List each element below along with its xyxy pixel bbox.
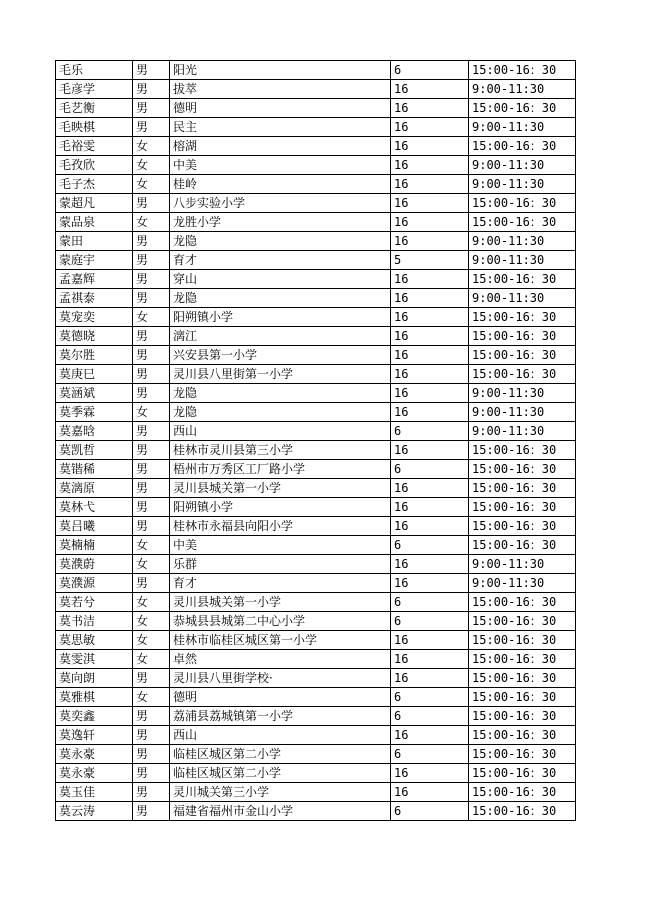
time-cell: 15:00-16：30	[469, 460, 576, 479]
gender-cell: 男	[133, 384, 170, 403]
time-cell: 15:00-16：30	[469, 213, 576, 232]
name-cell: 莫逸轩	[56, 726, 133, 745]
time-cell: 9:00-11:30	[469, 232, 576, 251]
time-cell: 9:00-11:30	[469, 175, 576, 194]
name-cell: 莫嘉晗	[56, 422, 133, 441]
count-cell: 6	[391, 707, 469, 726]
gender-cell: 女	[133, 536, 170, 555]
time-cell: 15:00-16：30	[469, 707, 576, 726]
gender-cell: 男	[133, 194, 170, 213]
count-cell: 16	[391, 137, 469, 156]
name-cell: 毛裕雯	[56, 137, 133, 156]
time-cell: 9:00-11:30	[469, 251, 576, 270]
count-cell: 16	[391, 327, 469, 346]
school-cell: 龙隐	[170, 289, 391, 308]
school-cell: 拔萃	[170, 80, 391, 99]
gender-cell: 男	[133, 80, 170, 99]
time-cell: 15:00-16：30	[469, 669, 576, 688]
school-cell: 育才	[170, 574, 391, 593]
table-row	[56, 650, 576, 669]
gender-cell: 女	[133, 612, 170, 631]
name-cell: 孟嘉辉	[56, 270, 133, 289]
roster-table	[55, 60, 576, 821]
table-row	[56, 612, 576, 631]
time-cell: 15:00-16：30	[469, 308, 576, 327]
school-cell: 八步实验小学	[170, 194, 391, 213]
time-cell: 15:00-16：30	[469, 365, 576, 384]
gender-cell: 男	[133, 118, 170, 137]
count-cell: 6	[391, 688, 469, 707]
table-row	[56, 593, 576, 612]
gender-cell: 女	[133, 688, 170, 707]
count-cell: 16	[391, 403, 469, 422]
gender-cell: 女	[133, 213, 170, 232]
school-cell: 卓然	[170, 650, 391, 669]
name-cell: 毛子杰	[56, 175, 133, 194]
gender-cell: 男	[133, 365, 170, 384]
table-row	[56, 194, 576, 213]
name-cell: 蒙庭宇	[56, 251, 133, 270]
school-cell: 民主	[170, 118, 391, 137]
gender-cell: 女	[133, 175, 170, 194]
time-cell: 15:00-16：30	[469, 536, 576, 555]
school-cell: 桂林市灵川县第三小学	[170, 441, 391, 460]
gender-cell: 男	[133, 707, 170, 726]
school-cell: 德明	[170, 99, 391, 118]
table-row	[56, 80, 576, 99]
name-cell: 莫宠奕	[56, 308, 133, 327]
table-row	[56, 574, 576, 593]
gender-cell: 男	[133, 99, 170, 118]
school-cell: 龙胜小学	[170, 213, 391, 232]
table-row	[56, 61, 576, 80]
name-cell: 莫涵斌	[56, 384, 133, 403]
school-cell: 桂林市临桂区城区第一小学	[170, 631, 391, 650]
name-cell: 莫楠楠	[56, 536, 133, 555]
count-cell: 16	[391, 213, 469, 232]
time-cell: 9:00-11:30	[469, 403, 576, 422]
school-cell: 桂岭	[170, 175, 391, 194]
table-row	[56, 764, 576, 783]
count-cell: 16	[391, 669, 469, 688]
count-cell: 6	[391, 422, 469, 441]
gender-cell: 男	[133, 783, 170, 802]
name-cell: 毛乐	[56, 61, 133, 80]
count-cell: 16	[391, 289, 469, 308]
school-cell: 梧州市万秀区工厂路小学	[170, 460, 391, 479]
count-cell: 16	[391, 650, 469, 669]
gender-cell: 男	[133, 61, 170, 80]
count-cell: 16	[391, 441, 469, 460]
name-cell: 莫吕曦	[56, 517, 133, 536]
count-cell: 16	[391, 346, 469, 365]
time-cell: 15:00-16：30	[469, 764, 576, 783]
school-cell: 灵川县城关第一小学	[170, 593, 391, 612]
count-cell: 16	[391, 498, 469, 517]
table-row	[56, 384, 576, 403]
gender-cell: 男	[133, 251, 170, 270]
name-cell: 莫锴稀	[56, 460, 133, 479]
name-cell: 莫若兮	[56, 593, 133, 612]
count-cell: 16	[391, 726, 469, 745]
school-cell: 西山	[170, 726, 391, 745]
time-cell: 15:00-16：30	[469, 270, 576, 289]
roster-table-body	[56, 61, 576, 821]
table-row	[56, 137, 576, 156]
school-cell: 中美	[170, 156, 391, 175]
name-cell: 莫思敏	[56, 631, 133, 650]
name-cell: 莫濮源	[56, 574, 133, 593]
count-cell: 6	[391, 802, 469, 821]
time-cell: 15:00-16：30	[469, 593, 576, 612]
count-cell: 16	[391, 118, 469, 137]
gender-cell: 男	[133, 764, 170, 783]
school-cell: 西山	[170, 422, 391, 441]
time-cell: 15:00-16：30	[469, 726, 576, 745]
gender-cell: 男	[133, 574, 170, 593]
name-cell: 莫季霖	[56, 403, 133, 422]
time-cell: 15:00-16：30	[469, 612, 576, 631]
time-cell: 9:00-11:30	[469, 156, 576, 175]
table-row	[56, 403, 576, 422]
table-row	[56, 745, 576, 764]
school-cell: 阳朔镇小学	[170, 308, 391, 327]
school-cell: 榕湖	[170, 137, 391, 156]
time-cell: 15:00-16：30	[469, 441, 576, 460]
count-cell: 6	[391, 460, 469, 479]
gender-cell: 女	[133, 650, 170, 669]
gender-cell: 男	[133, 745, 170, 764]
school-cell: 荔浦县荔城镇第一小学	[170, 707, 391, 726]
gender-cell: 女	[133, 631, 170, 650]
table-row	[56, 213, 576, 232]
table-row	[56, 536, 576, 555]
count-cell: 6	[391, 612, 469, 631]
count-cell: 16	[391, 479, 469, 498]
name-cell: 莫奕鑫	[56, 707, 133, 726]
table-row	[56, 346, 576, 365]
time-cell: 15:00-16：30	[469, 688, 576, 707]
table-row	[56, 498, 576, 517]
time-cell: 15:00-16：30	[469, 61, 576, 80]
school-cell: 龙隐	[170, 403, 391, 422]
table-row	[56, 460, 576, 479]
count-cell: 16	[391, 783, 469, 802]
school-cell: 中美	[170, 536, 391, 555]
time-cell: 15:00-16：30	[469, 99, 576, 118]
count-cell: 16	[391, 517, 469, 536]
school-cell: 德明	[170, 688, 391, 707]
table-row	[56, 232, 576, 251]
name-cell: 蒙田	[56, 232, 133, 251]
gender-cell: 男	[133, 346, 170, 365]
time-cell: 9:00-11:30	[469, 289, 576, 308]
gender-cell: 女	[133, 593, 170, 612]
name-cell: 莫永豪	[56, 745, 133, 764]
table-row	[56, 517, 576, 536]
time-cell: 9:00-11:30	[469, 422, 576, 441]
school-cell: 乐群	[170, 555, 391, 574]
time-cell: 15:00-16：30	[469, 498, 576, 517]
table-row	[56, 308, 576, 327]
count-cell: 16	[391, 555, 469, 574]
gender-cell: 女	[133, 555, 170, 574]
table-row	[56, 479, 576, 498]
school-cell: 兴安县第一小学	[170, 346, 391, 365]
school-cell: 阳光	[170, 61, 391, 80]
name-cell: 莫雅棋	[56, 688, 133, 707]
count-cell: 16	[391, 631, 469, 650]
table-row	[56, 365, 576, 384]
count-cell: 16	[391, 80, 469, 99]
school-cell: 龙隐	[170, 232, 391, 251]
school-cell: 穿山	[170, 270, 391, 289]
gender-cell: 男	[133, 232, 170, 251]
table-row	[56, 118, 576, 137]
table-row	[56, 175, 576, 194]
table-row	[56, 688, 576, 707]
name-cell: 毛艺衡	[56, 99, 133, 118]
name-cell: 毛彦学	[56, 80, 133, 99]
school-cell: 阳朔镇小学	[170, 498, 391, 517]
table-row	[56, 802, 576, 821]
count-cell: 6	[391, 745, 469, 764]
name-cell: 莫德晓	[56, 327, 133, 346]
gender-cell: 男	[133, 479, 170, 498]
time-cell: 15:00-16：30	[469, 137, 576, 156]
time-cell: 9:00-11:30	[469, 118, 576, 137]
count-cell: 16	[391, 365, 469, 384]
school-cell: 漓江	[170, 327, 391, 346]
count-cell: 16	[391, 175, 469, 194]
table-row	[56, 422, 576, 441]
name-cell: 莫庚巳	[56, 365, 133, 384]
name-cell: 莫林弋	[56, 498, 133, 517]
name-cell: 莫漓原	[56, 479, 133, 498]
gender-cell: 男	[133, 441, 170, 460]
gender-cell: 男	[133, 327, 170, 346]
table-row	[56, 270, 576, 289]
count-cell: 5	[391, 251, 469, 270]
gender-cell: 女	[133, 137, 170, 156]
table-row	[56, 156, 576, 175]
count-cell: 6	[391, 61, 469, 80]
time-cell: 15:00-16：30	[469, 650, 576, 669]
time-cell: 9:00-11:30	[469, 80, 576, 99]
count-cell: 16	[391, 764, 469, 783]
name-cell: 莫雯淇	[56, 650, 133, 669]
table-row	[56, 555, 576, 574]
time-cell: 15:00-16：30	[469, 327, 576, 346]
time-cell: 15:00-16：30	[469, 194, 576, 213]
time-cell: 9:00-11:30	[469, 384, 576, 403]
time-cell: 15:00-16：30	[469, 745, 576, 764]
school-cell: 龙隐	[170, 384, 391, 403]
gender-cell: 男	[133, 802, 170, 821]
name-cell: 莫尔胜	[56, 346, 133, 365]
time-cell: 9:00-11:30	[469, 555, 576, 574]
gender-cell: 男	[133, 289, 170, 308]
gender-cell: 男	[133, 270, 170, 289]
table-row	[56, 783, 576, 802]
count-cell: 16	[391, 384, 469, 403]
school-cell: 灵川县八里街学校·	[170, 669, 391, 688]
gender-cell: 男	[133, 498, 170, 517]
table-row	[56, 726, 576, 745]
table-row	[56, 707, 576, 726]
gender-cell: 女	[133, 308, 170, 327]
name-cell: 孟祺泰	[56, 289, 133, 308]
name-cell: 毛孜欣	[56, 156, 133, 175]
school-cell: 灵川县八里街第一小学	[170, 365, 391, 384]
school-cell: 灵川县城关第一小学	[170, 479, 391, 498]
gender-cell: 男	[133, 460, 170, 479]
time-cell: 15:00-16：30	[469, 631, 576, 650]
school-cell: 灵川城关第三小学	[170, 783, 391, 802]
table-row	[56, 99, 576, 118]
name-cell: 莫云涛	[56, 802, 133, 821]
table-row	[56, 631, 576, 650]
name-cell: 莫濮蔚	[56, 555, 133, 574]
time-cell: 15:00-16：30	[469, 346, 576, 365]
count-cell: 16	[391, 156, 469, 175]
table-row	[56, 441, 576, 460]
gender-cell: 男	[133, 517, 170, 536]
count-cell: 16	[391, 308, 469, 327]
time-cell: 15:00-16：30	[469, 802, 576, 821]
count-cell: 6	[391, 593, 469, 612]
school-cell: 临桂区城区第二小学	[170, 764, 391, 783]
time-cell: 15:00-16：30	[469, 517, 576, 536]
table-row	[56, 251, 576, 270]
school-cell: 临桂区城区第二小学	[170, 745, 391, 764]
gender-cell: 女	[133, 156, 170, 175]
table-row	[56, 289, 576, 308]
name-cell: 莫玉佳	[56, 783, 133, 802]
school-cell: 桂林市永福县向阳小学	[170, 517, 391, 536]
name-cell: 莫书洁	[56, 612, 133, 631]
name-cell: 蒙超凡	[56, 194, 133, 213]
school-cell: 育才	[170, 251, 391, 270]
time-cell: 15:00-16：30	[469, 783, 576, 802]
gender-cell: 男	[133, 669, 170, 688]
time-cell: 15:00-16：30	[469, 479, 576, 498]
count-cell: 16	[391, 194, 469, 213]
school-cell: 恭城县县城第二中心小学	[170, 612, 391, 631]
gender-cell: 男	[133, 422, 170, 441]
name-cell: 毛映棋	[56, 118, 133, 137]
table-row	[56, 327, 576, 346]
count-cell: 6	[391, 536, 469, 555]
count-cell: 16	[391, 99, 469, 118]
count-cell: 16	[391, 270, 469, 289]
gender-cell: 男	[133, 726, 170, 745]
name-cell: 莫永豪	[56, 764, 133, 783]
time-cell: 9:00-11:30	[469, 574, 576, 593]
table-row	[56, 669, 576, 688]
gender-cell: 女	[133, 403, 170, 422]
count-cell: 16	[391, 574, 469, 593]
name-cell: 莫凯哲	[56, 441, 133, 460]
count-cell: 16	[391, 232, 469, 251]
name-cell: 蒙品泉	[56, 213, 133, 232]
school-cell: 福建省福州市金山小学	[170, 802, 391, 821]
name-cell: 莫向朗	[56, 669, 133, 688]
